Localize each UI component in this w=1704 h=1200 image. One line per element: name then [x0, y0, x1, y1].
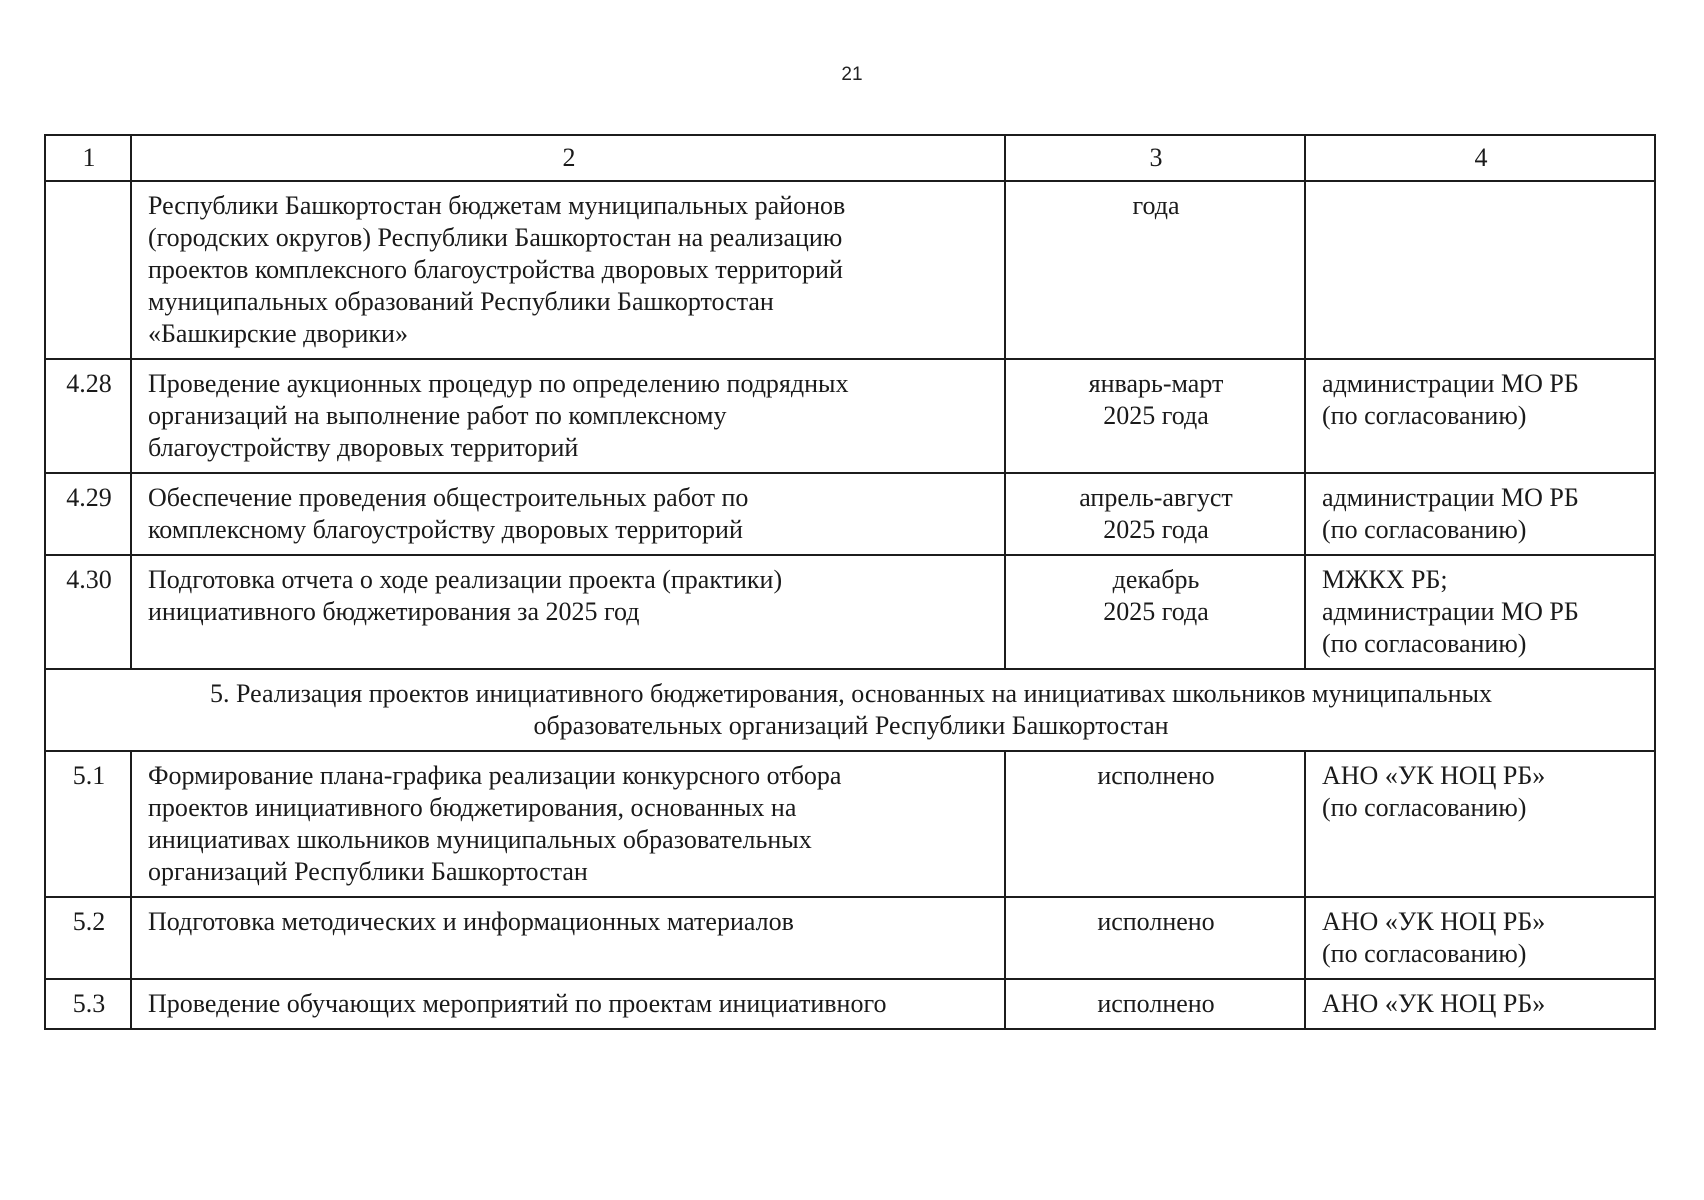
- row-number: 4.28: [45, 359, 131, 473]
- responsible-cell: [1305, 555, 1655, 669]
- responsible-line: (по согласованию): [1322, 939, 1527, 968]
- responsible-line: администрации МО РБ: [1322, 597, 1579, 626]
- activity-line: Проведение обучающих мероприятий по проектам инициативного: [148, 989, 887, 1018]
- responsible-line: (по согласованию): [1322, 793, 1527, 822]
- responsible-cell: [1305, 897, 1655, 979]
- section-heading: [45, 669, 1655, 751]
- activity-cell: [131, 555, 1005, 669]
- term-line: 2025 года: [1103, 401, 1209, 430]
- responsible-line: АНО «УК НОЦ РБ»: [1322, 907, 1546, 936]
- term-line: январь-март: [1088, 369, 1224, 398]
- header-cell: 3: [1005, 135, 1305, 181]
- table-row: [45, 897, 1655, 979]
- responsible-line: (по согласованию): [1322, 629, 1527, 658]
- page-number: 21: [841, 64, 863, 85]
- activity-line: Республики Башкортостан бюджетам муниципальных районов: [148, 191, 846, 220]
- activity-line: Подготовка методических и информационных материалов: [148, 907, 794, 936]
- responsible-cell: [1305, 181, 1655, 359]
- activity-line: инициативного бюджетирования за 2025 год: [148, 597, 640, 626]
- term-line: года: [1132, 191, 1180, 220]
- term-cell: [1005, 181, 1305, 359]
- row-number: [45, 181, 131, 359]
- term-line: апрель-август: [1079, 483, 1233, 512]
- activity-line: проектов комплексного благоустройства дворовых территорий: [148, 255, 843, 284]
- row-number: 4.30: [45, 555, 131, 669]
- table-header-row: [45, 135, 1655, 181]
- term-line: исполнено: [1097, 761, 1215, 790]
- section-heading-line: образовательных организаций Республики Башкортостан: [533, 711, 1169, 740]
- row-number: 5.2: [45, 897, 131, 979]
- table-row: [45, 359, 1655, 473]
- responsible-line: (по согласованию): [1322, 401, 1527, 430]
- section-heading-line: 5. Реализация проектов инициативного бюджетирования, основанных на инициативах школьников муниципальных: [209, 679, 1493, 708]
- term-line: 2025 года: [1103, 597, 1209, 626]
- term-line: декабрь: [1112, 565, 1200, 594]
- activity-line: организаций на выполнение работ по комплексному: [148, 401, 727, 430]
- plan-table: [44, 134, 1656, 1030]
- activity-line: Обеспечение проведения общестроительных работ по: [148, 483, 749, 512]
- table-row: [45, 751, 1655, 897]
- term-cell: [1005, 473, 1305, 555]
- responsible-line: администрации МО РБ: [1322, 369, 1579, 398]
- term-cell: [1005, 555, 1305, 669]
- activity-line: проектов инициативного бюджетирования, основанных на: [148, 793, 797, 822]
- term-cell: [1005, 979, 1305, 1029]
- responsible-line: АНО «УК НОЦ РБ»: [1322, 989, 1546, 1018]
- activity-line: комплексному благоустройству дворовых территорий: [148, 515, 743, 544]
- term-cell: [1005, 359, 1305, 473]
- activity-line: благоустройству дворовых территорий: [148, 433, 579, 462]
- activity-cell: [131, 473, 1005, 555]
- row-number: 4.29: [45, 473, 131, 555]
- responsible-cell: [1305, 751, 1655, 897]
- activity-line: Подготовка отчета о ходе реализации проекта (практики): [148, 565, 783, 594]
- activity-cell: [131, 181, 1005, 359]
- activity-cell: [131, 751, 1005, 897]
- table-row: [45, 473, 1655, 555]
- table-row: [45, 979, 1655, 1029]
- header-cell: 2: [131, 135, 1005, 181]
- term-cell: [1005, 897, 1305, 979]
- activity-cell: [131, 359, 1005, 473]
- term-line: 2025 года: [1103, 515, 1209, 544]
- activity-line: (городских округов) Республики Башкортостан на реализацию: [148, 223, 843, 252]
- responsible-line: АНО «УК НОЦ РБ»: [1322, 761, 1546, 790]
- activity-cell: [131, 979, 1005, 1029]
- header-cell: 1: [45, 135, 131, 181]
- activity-line: муниципальных образований Республики Башкортостан: [148, 287, 774, 316]
- responsible-cell: [1305, 359, 1655, 473]
- term-line: исполнено: [1097, 907, 1215, 936]
- activity-line: инициативах школьников муниципальных образовательных: [148, 825, 812, 854]
- section-row: [45, 669, 1655, 751]
- activity-line: «Башкирские дворики»: [148, 319, 408, 348]
- activity-cell: [131, 897, 1005, 979]
- term-cell: [1005, 751, 1305, 897]
- responsible-cell: [1305, 979, 1655, 1029]
- responsible-line: (по согласованию): [1322, 515, 1527, 544]
- row-number: 5.3: [45, 979, 131, 1029]
- table-row: [45, 555, 1655, 669]
- header-cell: 4: [1305, 135, 1655, 181]
- responsible-cell: [1305, 473, 1655, 555]
- row-number: 5.1: [45, 751, 131, 897]
- responsible-line: МЖКХ РБ;: [1322, 565, 1448, 594]
- activity-line: Формирование плана-графика реализации конкурсного отбора: [148, 761, 842, 790]
- activity-line: Проведение аукционных процедур по определению подрядных: [148, 369, 849, 398]
- table-row: [45, 181, 1655, 359]
- term-line: исполнено: [1097, 989, 1215, 1018]
- activity-line: организаций Республики Башкортостан: [148, 857, 588, 886]
- responsible-line: администрации МО РБ: [1322, 483, 1579, 512]
